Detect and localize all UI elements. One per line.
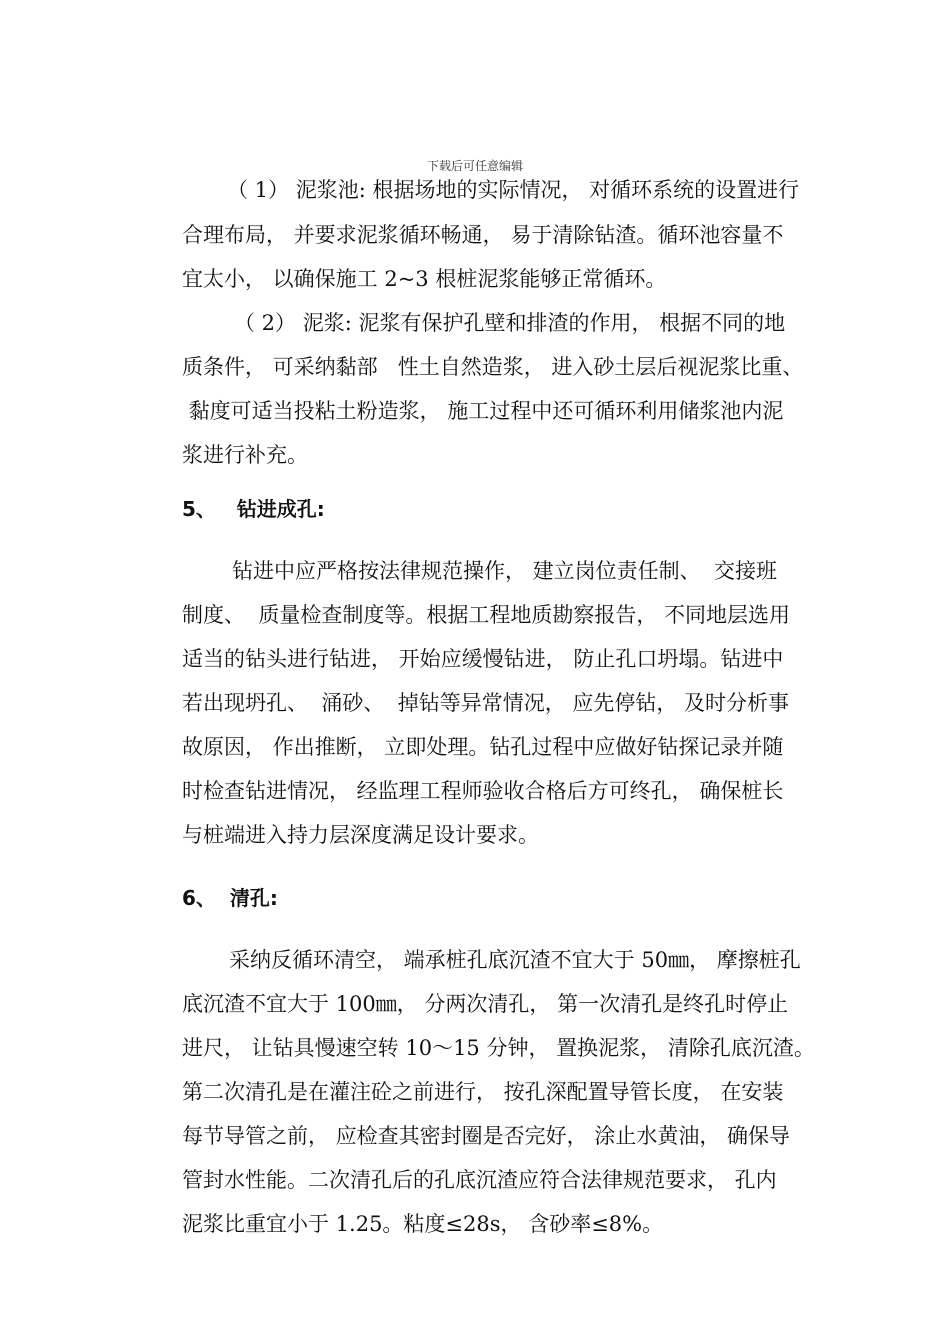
paragraph-line: 泥浆比重宜小于 1.25。粘度≤28s， 含砂率≤8%。: [182, 1212, 664, 1236]
paragraph-line: 浆进行补充。: [182, 443, 308, 467]
paragraph-line: 质条件， 可采纳黏部 性土自然造浆， 进入砂土层后视泥浆比重、: [182, 355, 804, 379]
paragraph-line: （ 1） 泥浆池: 根据场地的实际情况， 对循环系统的设置进行: [227, 178, 800, 202]
page-header-note: 下载后可任意编辑: [426, 159, 523, 173]
paragraph-line: 黏度可适当投粘土粉造浆， 施工过程中还可循环利用储浆池内泥: [182, 399, 784, 423]
paragraph-line: 适当的钻头进行钻进， 开始应缓慢钻进， 防止孔口坍塌。钻进中: [182, 647, 784, 671]
paragraph-line: 时检查钻进情况， 经监理工程师验收合格后方可终孔， 确保桩长: [182, 779, 784, 803]
paragraph-line: 与桩端进入持力层深度满足设计要求。: [182, 823, 539, 847]
paragraph-line: 钻进中应严格按法律规范操作， 建立岗位责任制、 交接班: [232, 559, 778, 583]
section-heading-drilling: 5、 钻进成孔:: [182, 497, 325, 521]
paragraph-line: 底沉渣不宜大于 100㎜， 分两次清孔， 第一次清孔是终孔时停止: [182, 992, 789, 1016]
paragraph-line: 第二次清孔是在灌注砼之前进行， 按孔深配置导管长度， 在安装: [182, 1080, 784, 1104]
paragraph-line: 合理布局， 并要求泥浆循环畅通， 易于清除钻渣。循环池容量不: [182, 223, 784, 247]
paragraph-line: 故原因， 作出推断， 立即处理。钻孔过程中应做好钻探记录并随: [182, 735, 784, 759]
paragraph-line: 制度、 质量检查制度等。根据工程地质勘察报告， 不同地层选用: [182, 603, 791, 627]
paragraph-line: （ 2） 泥浆: 泥浆有保护孔壁和排渣的作用， 根据不同的地: [234, 311, 786, 335]
paragraph-line: 采纳反循环清空， 端承桩孔底沉渣不宜大于 50㎜， 摩擦桩孔: [229, 948, 801, 972]
paragraph-line: 若出现坍孔、 涌砂、 掉钻等异常情况， 应先停钻， 及时分析事: [182, 691, 790, 715]
section-heading-hole-cleaning: 6、 清孔:: [182, 886, 278, 910]
paragraph-line: 进尺， 让钻具慢速空转 10～15 分钟， 置换泥浆， 清除孔底沉渣。: [182, 1036, 815, 1060]
paragraph-line: 宜太小， 以确保施工 2~3 根桩泥浆能够正常循环。: [182, 267, 667, 291]
paragraph-line: 每节导管之前， 应检查其密封圈是否完好， 涂止水黄油， 确保导: [182, 1124, 791, 1148]
paragraph-line: 管封水性能。二次清孔后的孔底沉渣应符合法律规范要求， 孔内: [182, 1168, 777, 1192]
